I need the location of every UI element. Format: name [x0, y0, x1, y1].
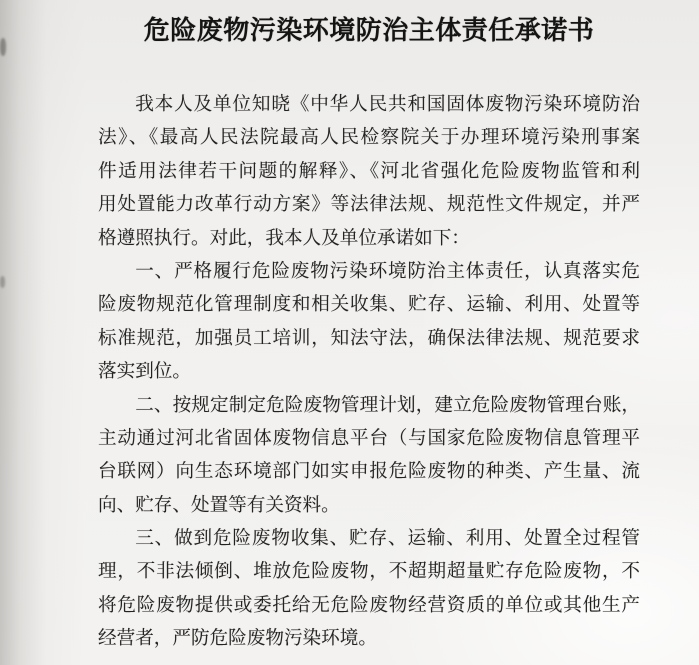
photo-edge-artifact [0, 38, 6, 56]
document-line: 件适用法律若干问题的解释》、《河北省强化危险废物监管和利 [98, 160, 640, 182]
document-line: 向、贮存、处置等有关资料。 [98, 494, 340, 516]
document-line: 主动通过河北省固体废物信息平台（与国家危险废物信息管理平 [98, 427, 640, 449]
document-line: 格遵照执行。对此，我本人及单位承诺如下： [98, 227, 470, 249]
document-line: 险废物规范化管理制度和相关收集、贮存、运输、利用、处置等 [98, 294, 640, 316]
document-line: 经营者，严防危险废物污染环境。 [98, 628, 377, 650]
document-line: 法》、《最高人民法院最高人民检察院关于办理环境污染刑事案 [98, 127, 640, 149]
photo-edge-artifact [0, 276, 5, 288]
document-line: 理，不非法倾倒、堆放危险废物，不超期超量贮存危险废物，不 [98, 561, 640, 583]
document-line: 台联网）向生态环境部门如实申报危险废物的种类、产生量、流 [98, 461, 640, 483]
document-line: 三、做到危险废物收集、贮存、运输、利用、处置全过程管 [135, 528, 640, 550]
document-line: 用处置能力改革行动方案》等法律法规、规范性文件规定，并严 [98, 194, 640, 216]
document-line: 二、按规定制定危险废物管理计划，建立危险废物管理台账， [135, 394, 640, 416]
document-line: 我本人及单位知晓《中华人民共和国固体废物污染环境防治 [135, 94, 640, 115]
document-line: 标准规范，加强员工培训，知法守法，确保法律法规、规范要求 [98, 327, 640, 349]
document-line: 将危险废物提供或委托给无危险废物经营资质的单位或其他生产 [98, 594, 640, 616]
document-line: 落实到位。 [98, 361, 191, 383]
document-line: 一、严格履行危险废物污染环境防治主体责任，认真落实危 [135, 260, 640, 282]
document-title: 危险废物污染环境防治主体责任承诺书 [143, 16, 595, 45]
document-body [98, 88, 640, 656]
